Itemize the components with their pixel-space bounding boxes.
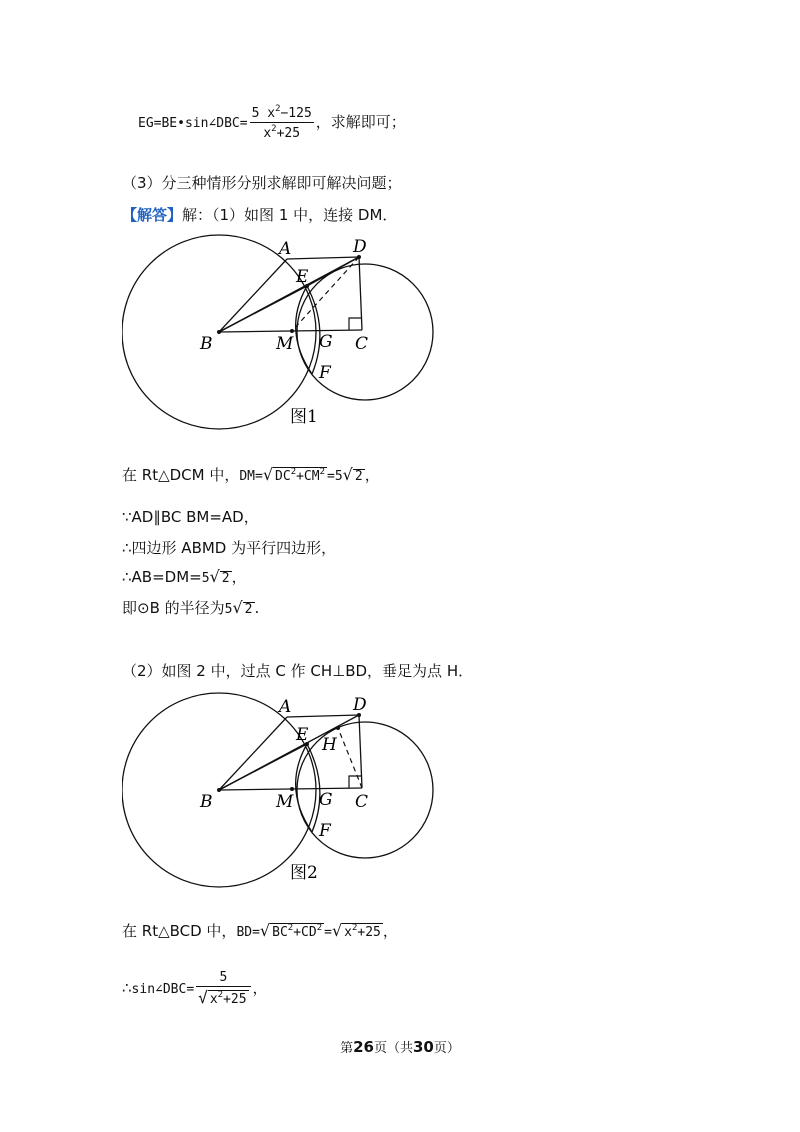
dm-radical: $DC^2+CM^2$ [275,467,326,484]
point-h [336,726,340,730]
eg-numerator: 5 $x^2-125$ [251,104,312,121]
right-angle-mark [349,318,361,330]
ab-equals-line: ∴AB=DM=5√ 2 ， [122,567,247,586]
segment-ch-dashed [338,728,362,788]
ab-radical: 2 [221,571,230,586]
segment-dc [359,715,362,788]
dm-pre: 在 Rt△DCM 中， [122,466,240,484]
eg-lhs: EG=BE•sin∠DBC= [138,116,248,131]
bd-result-radical: $x^2+25$ [344,923,381,940]
radius-radical: 2 [244,602,253,617]
label-c: C [355,792,369,812]
label-a: A [279,697,292,717]
right-angle-mark [349,776,361,788]
dm-formula-line: 在 Rt△DCM 中，DM=√ $DC^2+CM^2 =5√$ 2 ， [122,465,380,484]
bd-formula-line: 在 Rt△BCD 中，BD=√ $BC^2+CD^2$ =√ $x^2+25$ ， [122,921,398,940]
label-h: H [322,735,337,755]
figure-2 [122,690,442,890]
label-f: F [319,363,331,383]
label-d: D [353,237,367,257]
dm-rhs-radical: 2 [354,469,363,484]
label-e: E [296,267,309,287]
parallelogram-line: ∴四边形 ABMD 为平行四边形， [122,539,337,557]
label-e: E [296,725,309,745]
circle-c [297,722,433,858]
eg-tail: ，求解即可； [315,113,406,131]
sin-fraction: $\frac{5}{√ x^2+25}$ [196,970,250,1007]
segment-ad [287,715,359,717]
segment-be [219,286,307,332]
answer-intro-line [122,204,397,225]
bd-radical: $BC^2+CD^2$ [272,923,323,940]
label-b: B [200,334,213,354]
point-b [217,330,221,334]
segment-ba [219,259,287,332]
part2-intro-line: （2）如图 2 中，过点 C 作 CH⊥BD，垂足为点 H． [122,662,474,680]
point-m [290,787,294,791]
segment-be [219,744,307,790]
page-footer: 第26页（共30页） [340,1038,460,1056]
parallel-line: ∵AD∥BC BM=AD， [122,508,259,526]
figure-1-caption: 图1 [290,407,318,427]
label-g: G [319,790,333,810]
label-c: C [355,334,369,354]
figure-1 [122,232,442,432]
label-m: M [276,334,294,354]
chord-arc-left [296,744,312,832]
label-a: A [279,239,292,259]
segment-ad [287,257,359,259]
answer-tag: 【解答】 [122,206,183,224]
total-pages: 30 [413,1038,434,1056]
label-g: G [319,332,333,352]
dm-lhs: DM= [239,469,263,484]
sin-dbc-line: ∴sin∠DBC= $\frac{5}{√ x^2+25}$ ， [122,970,268,1007]
circle-c [297,264,433,400]
page-number: 26 [353,1038,374,1056]
label-d: D [353,695,367,715]
chord-arc-left [296,286,312,374]
radius-line: 即⊙B 的半径为5√ 2 . [122,598,260,617]
eg-denominator: $x^2+25$ [263,124,301,141]
figure-2-caption: 图2 [290,863,318,883]
step3-line: （3）分三种情形分别求解即可解决问题； [122,174,402,192]
eg-formula-line [138,104,406,141]
point-b [217,788,221,792]
eg-fraction [250,104,314,141]
label-f: F [319,821,331,841]
point-m [290,329,294,333]
dm-rhs: =5 [327,469,343,484]
label-b: B [200,792,213,812]
answer-intro-text: 解：（1）如图 1 中，连接 DM． [182,206,398,224]
segment-ed [307,257,359,286]
label-m: M [276,792,294,812]
segment-ba [219,717,287,790]
segment-dc [359,257,362,330]
